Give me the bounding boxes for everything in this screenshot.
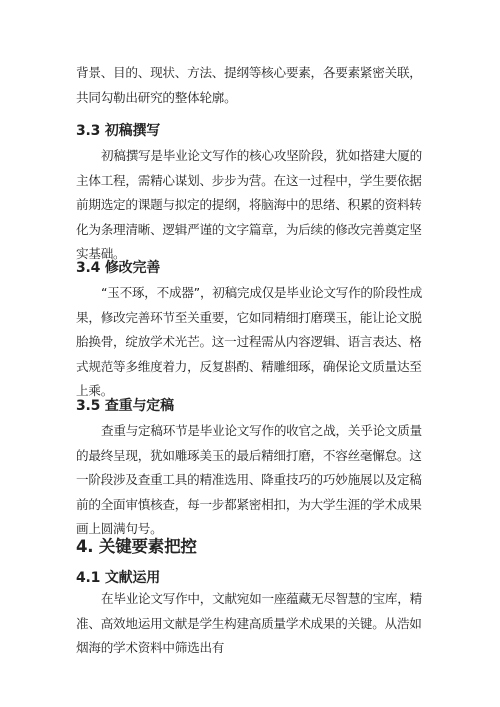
section-4-heading: 4. 关键要素把控 (76, 537, 197, 556)
section-3-3-heading: 3.3 初稿撰写 (76, 123, 161, 139)
section-3-5-paragraph: 查重与定稿环节是毕业论文写作的收官之战，关乎论文质量的最终呈现，犹如雕琢美玉的最后精细打磨，不容丝毫懈怠。这一阶段涉及查重工具的精准选用、降重技巧的巧妙施展以及定稿前的全面审慎核查，每一步都紧密相扣，为大学生涯的学术成果画上圆满句号。 (76, 423, 422, 537)
section-4-1-paragraph: 在毕业论文写作中，文献宛如一座蕴藏无尽智慧的宝库，精准、高效地运用文献是学生构建高质量学术成果的关键。从浩如烟海的学术资料中筛选出有 (76, 591, 422, 656)
section-3-3-paragraph: 初稿撰写是毕业论文写作的核心攻坚阶段，犹如搭建大厦的主体工程，需精心谋划、步步为营。在这一过程中，学生要依据前期选定的课题与拟定的提纲，将脑海中的思绪、积累的资料转化为条理清晰、逻辑严谨的文字篇章，为后续的修改完善奠定坚实基础。 (76, 148, 422, 262)
section-3-4-heading: 3.4 修改完善 (76, 260, 161, 276)
section-4-1-heading: 4.1 文献运用 (76, 570, 161, 586)
intro-paragraph: 背景、目的、现状、方法、提纲等核心要素，各要素紧密关联，共同勾勒出研究的整体轮廓。 (76, 65, 422, 105)
section-3-4-paragraph: “玉不琢，不成器”，初稿完成仅是毕业论文写作的阶段性成果，修改完善环节至关重要，它如同精细打磨璞玉，能让论文脱胎换骨，绽放学术光芒。这一过程需从内容逻辑、语言表达、格式规范等多维度着力，反复斟酌、精雕细琢，确保论文质量达至上乘。 (76, 285, 423, 399)
section-3-5-heading: 3.5 查重与定稿 (76, 398, 174, 414)
